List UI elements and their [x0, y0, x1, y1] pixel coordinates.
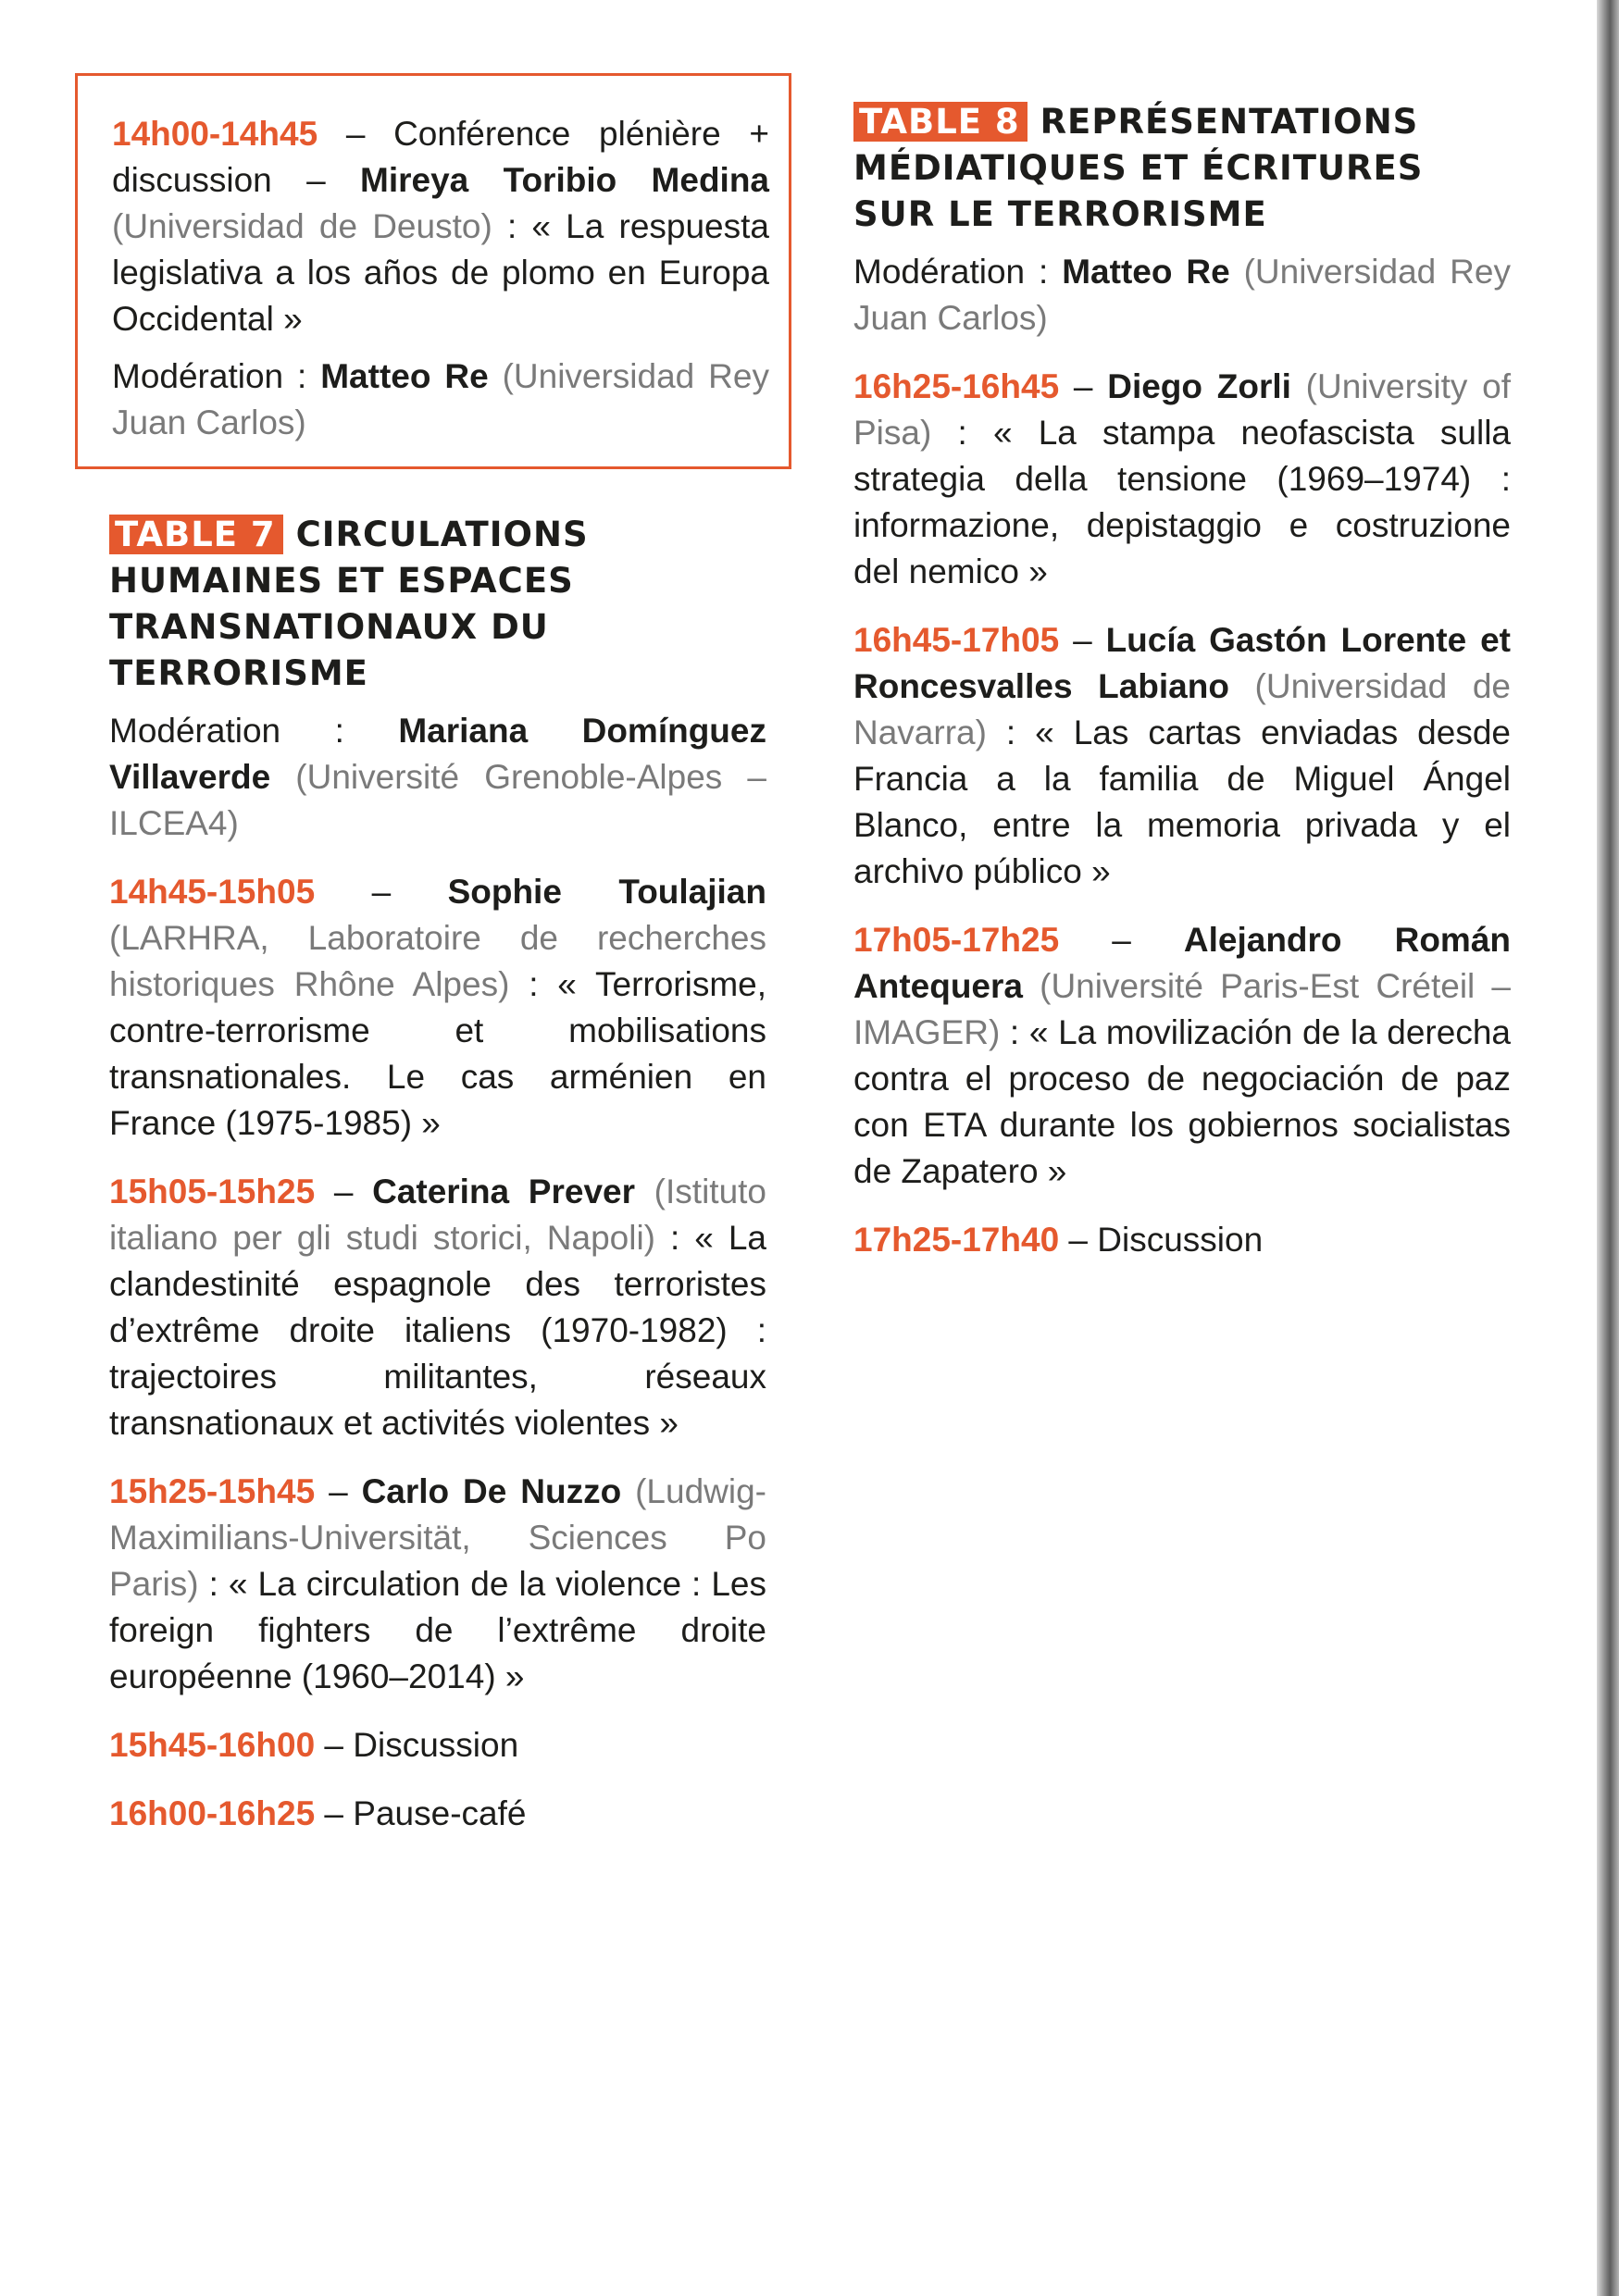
talk-title: : « La clandestinité espagnole des terroristes d’extrême droite italiens (1970-1982) : trajectoires militantes, réseaux transnationaux et activités violentes »	[109, 1219, 766, 1442]
talk-title: : « La movilización de la derecha contra el proceso de negociación de paz con ETA durante los gobiernos socialistas de Zapatero »	[853, 1013, 1511, 1190]
talk-dash: –	[315, 873, 448, 911]
speaker-affiliation: (University of Pisa)	[853, 367, 1511, 452]
talk-time: 16h25-16h45	[853, 367, 1060, 405]
table8-heading	[853, 99, 1511, 238]
talk-entry	[853, 617, 1511, 895]
table7-tag: TABLE 7	[109, 515, 283, 554]
moderator-name: Matteo Re	[320, 357, 489, 395]
extra-label: – Discussion	[1059, 1221, 1264, 1259]
plenary-session-box	[75, 73, 791, 469]
extra-time: 16h00-16h25	[109, 1794, 316, 1832]
talk-time: 17h05-17h25	[853, 921, 1060, 959]
moderation-label: Modération :	[109, 712, 399, 750]
extra-label: – Discussion	[315, 1726, 519, 1764]
talk-dash: –	[1059, 921, 1184, 959]
plenary-moderation	[112, 354, 769, 446]
moderator-name: Mariana Domínguez Villaverde	[109, 712, 766, 796]
speaker-name: Lucía Gastón Lorente et Roncesvalles Labiano	[853, 621, 1512, 705]
speaker-affiliation: (Ludwig-Maximilians-Universität, Sciences Po Paris)	[109, 1472, 766, 1603]
speaker-name: Diego Zorli	[1107, 367, 1291, 405]
talk-dash: –	[315, 1173, 373, 1210]
speaker-name: Sophie Toulajian	[447, 873, 766, 911]
talk-entry	[109, 869, 766, 1147]
page-edge-decoration	[1597, 0, 1619, 2296]
speaker-name: Alejandro Román Antequera	[853, 921, 1511, 1005]
session-time: 14h00-14h45	[112, 115, 318, 153]
talk-entry	[853, 917, 1511, 1195]
schedule-extra	[853, 1217, 1511, 1263]
table7-moderation	[109, 708, 766, 847]
schedule-extra	[109, 1722, 766, 1769]
table8-title: REPRÉSENTATIONS MÉDIATIQUES ET ÉCRITURES SUR LE TERRORISME	[853, 102, 1424, 234]
table7-title: CIRCULATIONS HUMAINES ET ESPACES TRANSNATIONAUX DU TERRORISME	[109, 515, 589, 693]
table8-tag: TABLE 8	[853, 102, 1027, 142]
talk-time: 16h45-17h05	[853, 621, 1060, 659]
moderator-affiliation: (Université Grenoble-Alpes – ILCEA4)	[109, 758, 766, 842]
speaker-affiliation: (Universidad de Navarra)	[853, 667, 1511, 751]
extra-label: – Pause-café	[315, 1794, 527, 1832]
talk-title: : « La circulation de la violence : Les foreign fighters de l’extrême droite européenne (1960–2014) »	[109, 1565, 766, 1695]
extra-time: 15h45-16h00	[109, 1726, 316, 1764]
talk-dash: –	[315, 1472, 362, 1510]
speaker-affiliation: (Université Paris-Est Créteil – IMAGER)	[853, 967, 1511, 1051]
moderation-label: Modération :	[853, 253, 1063, 291]
speaker-affiliation: (Universidad de Deusto)	[112, 207, 492, 245]
table8-moderation	[853, 249, 1511, 341]
plenary-entry	[112, 111, 769, 342]
talk-time: 14h45-15h05	[109, 873, 316, 911]
talk-title: : « La stampa neofascista sulla strategia della tensione (1969–1974) : informazione, depistaggio e costruzione del nemico »	[853, 414, 1511, 590]
speaker-affiliation: (LARHRA, Laboratoire de recherches historiques Rhône Alpes)	[109, 919, 766, 1003]
extra-time: 17h25-17h40	[853, 1221, 1060, 1259]
talk-title: : « Terrorisme, contre-terrorisme et mobilisations transnationales. Le cas arménien en France (1975-1985) »	[109, 965, 767, 1142]
talk-entry	[109, 1169, 766, 1446]
moderator-name: Matteo Re	[1062, 253, 1230, 291]
moderator-affiliation: (Universidad Rey Juan Carlos)	[112, 357, 769, 441]
moderator-affiliation: (Universidad Rey Juan Carlos)	[853, 253, 1511, 337]
talk-dash: –	[1059, 621, 1106, 659]
talk-title: : « La respuesta legislativa a los años de plomo en Europa Occidental »	[112, 207, 769, 338]
speaker-affiliation: (Istituto italiano per gli studi storici, Napoli)	[109, 1173, 766, 1257]
moderation-label: Modération :	[112, 357, 321, 395]
speaker-name: Mireya Toribio Medina	[360, 161, 770, 199]
talk-dash: –	[1059, 367, 1108, 405]
plenary-session-content	[112, 111, 769, 446]
talk-entry	[853, 364, 1511, 595]
speaker-name: Caterina Prever	[372, 1173, 636, 1210]
talk-title: : « Las cartas enviadas desde Francia a la familia de Miguel Ángel Blanco, entre la memoria privada y el archivo público »	[853, 714, 1511, 890]
table8-section	[853, 99, 1511, 1263]
talk-time: 15h25-15h45	[109, 1472, 316, 1510]
table7-heading	[109, 512, 766, 697]
talk-time: 15h05-15h25	[109, 1173, 316, 1210]
schedule-extra	[109, 1791, 766, 1837]
table7-section	[109, 512, 766, 1837]
session-type: – Conférence plénière + discussion –	[112, 115, 769, 199]
talk-entry	[109, 1469, 766, 1700]
speaker-name: Carlo De Nuzzo	[361, 1472, 622, 1510]
